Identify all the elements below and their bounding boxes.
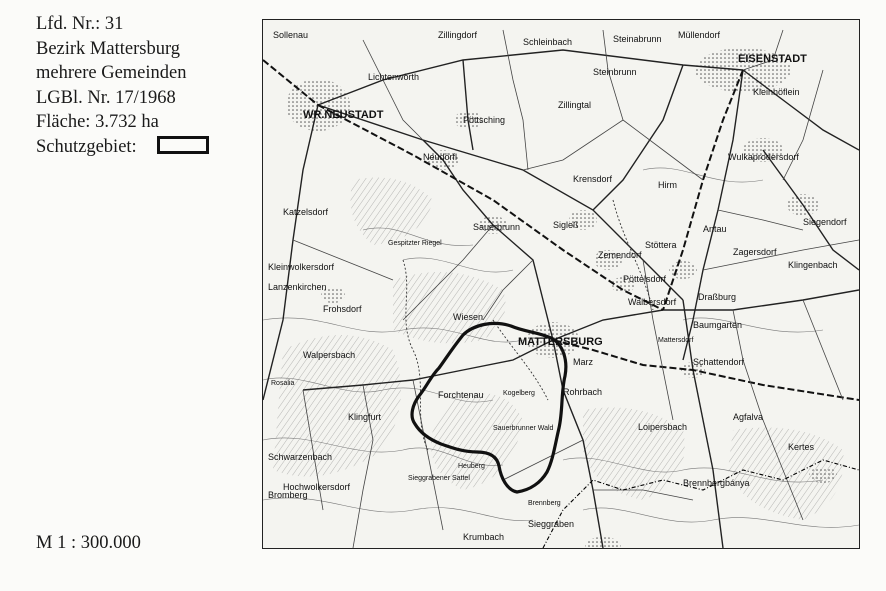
flaeche: Fläche: 3.732 ha	[36, 112, 159, 132]
label-lichtenworth: Lichtenwörth	[368, 72, 420, 82]
label-zagersdorf: Zagersdorf	[733, 247, 777, 257]
label-marz: Marz	[573, 357, 593, 367]
label-mattersdorf: Mattersdorf	[658, 337, 694, 344]
label-brennberg: Brennberg	[528, 500, 561, 507]
label-sieggraben: Sieggraben	[528, 519, 575, 529]
info-block	[36, 12, 209, 159]
label-drassburg: Draßburg	[698, 292, 737, 302]
label-wr-neustadt: WR.NEUSTADT	[303, 109, 384, 121]
label-gespitzter-riegel: Gespitzter Riegel	[388, 240, 442, 247]
label-klingfurt: Klingfurt	[348, 412, 382, 422]
label-wulkaprodersdorf: Wulkaprodersdorf	[728, 152, 799, 162]
schutzgebiet-symbol	[157, 136, 209, 154]
label-klingenbach: Klingenbach	[788, 260, 838, 270]
label-zillingdorf: Zillingdorf	[438, 30, 478, 40]
label-siegendorf: Siegendorf	[803, 217, 847, 227]
label-zemendorf: Zemendorf	[598, 250, 642, 260]
label-muellendorf: Müllendorf	[678, 30, 721, 40]
label-mattersburg: MATTERSBURG	[518, 336, 603, 348]
schutzgebiet-label: Schutzgebiet:	[36, 136, 137, 157]
label-sauerbrunnerwald: Sauerbrunner Wald	[493, 425, 554, 432]
label-neudorfl: Neudörfl	[423, 152, 458, 162]
label-pottsching: Pöttsching	[463, 115, 506, 125]
label-loipersbach: Loipersbach	[638, 422, 688, 432]
label-hochwolkersdorf: Hochwolkersdorf	[283, 482, 351, 492]
label-kogelberg: Kogelberg	[503, 390, 535, 397]
label-rosalia: Rosalia	[271, 380, 295, 387]
label-steinbrunn: Steinbrunn	[593, 67, 637, 77]
label-zillingtal: Zillingtal	[558, 100, 592, 110]
label-schattendorf: Schattendorf	[693, 357, 745, 367]
label-krensdorf: Krensdorf	[573, 174, 613, 184]
label-siegless: Sigleß	[553, 220, 579, 230]
label-pottelsdorf: Pöttelsdorf	[623, 274, 667, 284]
label-sieggrabener-sattel: Sieggrabener Sattel	[408, 475, 470, 482]
lgbl: LGBl. Nr. 17/1968	[36, 87, 176, 108]
label-hirm: Hirm	[658, 180, 677, 190]
label-baumgarten: Baumgarten	[693, 320, 743, 330]
label-lanzenkirchen: Lanzenkirchen	[268, 282, 327, 292]
label-walpersbach: Walpersbach	[303, 350, 356, 360]
map-scale: M 1 : 300.000	[36, 533, 141, 553]
label-eisenstadt: EISENSTADT	[738, 53, 807, 65]
label-frohsdorf: Frohsdorf	[323, 304, 362, 314]
label-agfalva: Agfalva	[733, 412, 764, 422]
label-walbersdorf: Walbersdorf	[628, 297, 677, 307]
gemeinden: mehrere Gemeinden	[36, 63, 187, 83]
label-krumbach: Krumbach	[463, 532, 505, 542]
label-antau: Antau	[703, 224, 727, 234]
label-wiesen: Wiesen	[453, 312, 484, 322]
label-steinabrunn: Steinabrunn	[613, 34, 662, 44]
label-schleinbach: Schleinbach	[523, 37, 573, 47]
label-rohrbach: Rohrbach	[563, 387, 603, 397]
label-brennbergbanya: Brennbergbánya	[683, 478, 750, 488]
label-kleinwolkersdorf: Kleinwolkersdorf	[268, 262, 335, 272]
label-sollenau: Sollenau	[273, 30, 309, 40]
map-frame	[262, 19, 860, 549]
label-sauerbrunn: Sauerbrunn	[473, 222, 521, 232]
bezirk: Bezirk Mattersburg	[36, 38, 181, 59]
schutzgebiet-legend	[36, 135, 209, 160]
map-canvas	[263, 20, 859, 548]
label-schwarzenbach: Schwarzenbach	[268, 452, 333, 462]
lfd-nr: Lfd. Nr.: 31	[36, 14, 124, 34]
label-katzelsdorf: Katzelsdorf	[283, 207, 329, 217]
label-heuberg: Heuberg	[458, 463, 485, 470]
label-forchtenau: Forchtenau	[438, 390, 484, 400]
label-bromberg: Bromberg	[268, 490, 308, 500]
label-stottera: Stöttera	[645, 240, 677, 250]
label-kertes: Kertes	[788, 442, 815, 452]
label-kleinhoflein: Kleinhöflein	[753, 87, 800, 97]
